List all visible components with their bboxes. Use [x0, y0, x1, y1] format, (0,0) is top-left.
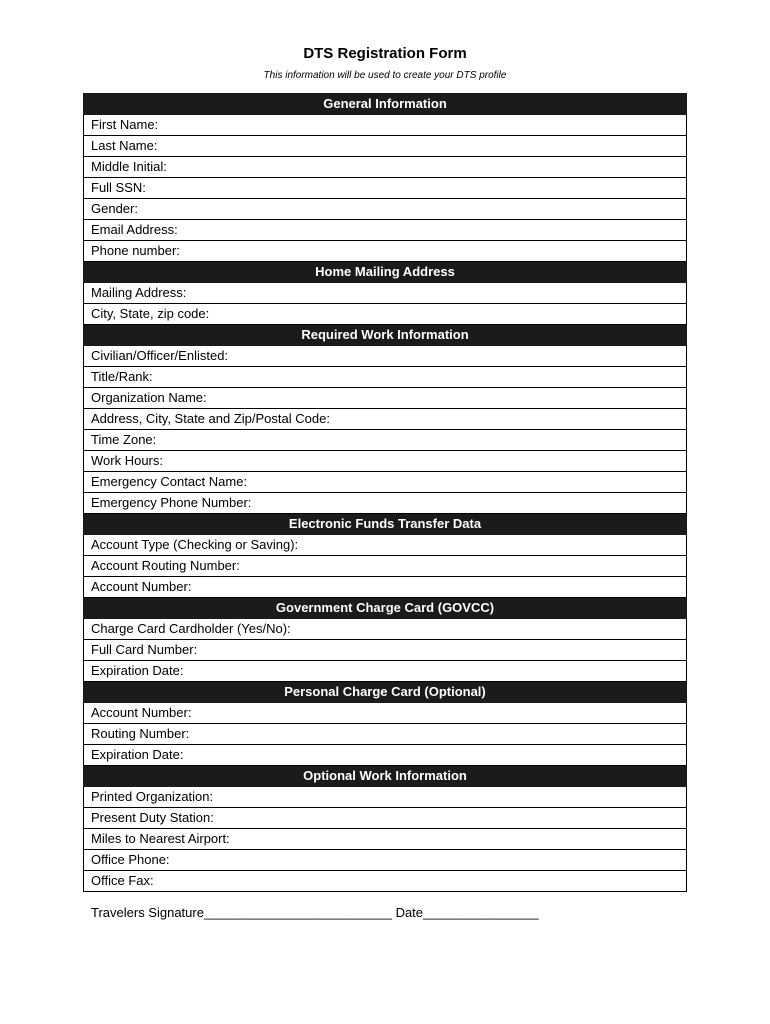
- section-header-row: [84, 325, 687, 346]
- form-field-label[interactable]: Full SSN:: [84, 178, 687, 199]
- form-field-label[interactable]: Address, City, State and Zip/Postal Code:: [84, 409, 687, 430]
- signature-line: [91, 905, 539, 920]
- form-field-row[interactable]: [84, 367, 687, 388]
- section-header-row: [84, 94, 687, 115]
- form-field-label[interactable]: Account Type (Checking or Saving):: [84, 535, 687, 556]
- form-title: DTS Registration Form: [303, 45, 467, 62]
- form-field-row[interactable]: [84, 619, 687, 640]
- form-field-row[interactable]: [84, 136, 687, 157]
- form-field-row[interactable]: [84, 157, 687, 178]
- section-header-row: [84, 514, 687, 535]
- form-field-row[interactable]: [84, 430, 687, 451]
- form-field-row[interactable]: [84, 115, 687, 136]
- form-field-label[interactable]: Time Zone:: [84, 430, 687, 451]
- section-header-row: [84, 262, 687, 283]
- section-heading: Government Charge Card (GOVCC): [84, 598, 687, 619]
- form-field-label[interactable]: Charge Card Cardholder (Yes/No):: [84, 619, 687, 640]
- form-field-label[interactable]: Work Hours:: [84, 451, 687, 472]
- form-field-row[interactable]: [84, 388, 687, 409]
- form-field-label[interactable]: Account Number:: [84, 703, 687, 724]
- form-field-row[interactable]: [84, 850, 687, 871]
- section-heading: Electronic Funds Transfer Data: [84, 514, 687, 535]
- form-field-row[interactable]: [84, 493, 687, 514]
- registration-form-table: [83, 93, 687, 892]
- section-header-row: [84, 682, 687, 703]
- form-field-row[interactable]: [84, 451, 687, 472]
- form-field-row[interactable]: [84, 808, 687, 829]
- form-field-row[interactable]: [84, 661, 687, 682]
- form-field-row[interactable]: [84, 178, 687, 199]
- form-field-row[interactable]: [84, 304, 687, 325]
- form-field-label[interactable]: City, State, zip code:: [84, 304, 687, 325]
- form-field-label[interactable]: Office Fax:: [84, 871, 687, 892]
- form-table-body: [84, 94, 687, 892]
- form-field-row[interactable]: [84, 472, 687, 493]
- form-field-row[interactable]: [84, 199, 687, 220]
- form-field-label[interactable]: Emergency Contact Name:: [84, 472, 687, 493]
- form-field-row[interactable]: [84, 220, 687, 241]
- section-heading: Personal Charge Card (Optional): [84, 682, 687, 703]
- form-field-label[interactable]: Account Routing Number:: [84, 556, 687, 577]
- section-heading: Home Mailing Address: [84, 262, 687, 283]
- form-field-label[interactable]: Civilian/Officer/Enlisted:: [84, 346, 687, 367]
- form-field-label[interactable]: Printed Organization:: [84, 787, 687, 808]
- form-field-row[interactable]: [84, 787, 687, 808]
- travelers-signature-field[interactable]: Travelers Signature__________________________: [91, 905, 392, 920]
- form-field-label[interactable]: Gender:: [84, 199, 687, 220]
- form-field-label[interactable]: Organization Name:: [84, 388, 687, 409]
- form-field-label[interactable]: Last Name:: [84, 136, 687, 157]
- form-field-row[interactable]: [84, 283, 687, 304]
- form-field-row[interactable]: [84, 241, 687, 262]
- form-subtitle: This information will be used to create your DTS profile: [263, 70, 507, 81]
- form-field-label[interactable]: Full Card Number:: [84, 640, 687, 661]
- form-field-row[interactable]: [84, 703, 687, 724]
- date-field[interactable]: Date________________: [395, 905, 539, 920]
- form-field-row[interactable]: [84, 556, 687, 577]
- form-field-row[interactable]: [84, 640, 687, 661]
- form-field-row[interactable]: [84, 829, 687, 850]
- form-field-row[interactable]: [84, 871, 687, 892]
- form-field-label[interactable]: Office Phone:: [84, 850, 687, 871]
- form-field-label[interactable]: First Name:: [84, 115, 687, 136]
- form-field-row[interactable]: [84, 577, 687, 598]
- form-field-row[interactable]: [84, 346, 687, 367]
- form-field-label[interactable]: Middle Initial:: [84, 157, 687, 178]
- form-field-row[interactable]: [84, 535, 687, 556]
- form-field-label[interactable]: Title/Rank:: [84, 367, 687, 388]
- form-field-label[interactable]: Mailing Address:: [84, 283, 687, 304]
- form-field-label[interactable]: Present Duty Station:: [84, 808, 687, 829]
- form-field-label[interactable]: Expiration Date:: [84, 745, 687, 766]
- form-field-row[interactable]: [84, 745, 687, 766]
- section-heading: Optional Work Information: [84, 766, 687, 787]
- form-field-label[interactable]: Phone number:: [84, 241, 687, 262]
- form-field-label[interactable]: Account Number:: [84, 577, 687, 598]
- section-header-row: [84, 598, 687, 619]
- form-field-row[interactable]: [84, 724, 687, 745]
- form-field-label[interactable]: Expiration Date:: [84, 661, 687, 682]
- form-field-row[interactable]: [84, 409, 687, 430]
- section-heading: General Information: [84, 94, 687, 115]
- form-field-label[interactable]: Routing Number:: [84, 724, 687, 745]
- form-field-label[interactable]: Emergency Phone Number:: [84, 493, 687, 514]
- form-field-label[interactable]: Email Address:: [84, 220, 687, 241]
- section-header-row: [84, 766, 687, 787]
- form-field-label[interactable]: Miles to Nearest Airport:: [84, 829, 687, 850]
- section-heading: Required Work Information: [84, 325, 687, 346]
